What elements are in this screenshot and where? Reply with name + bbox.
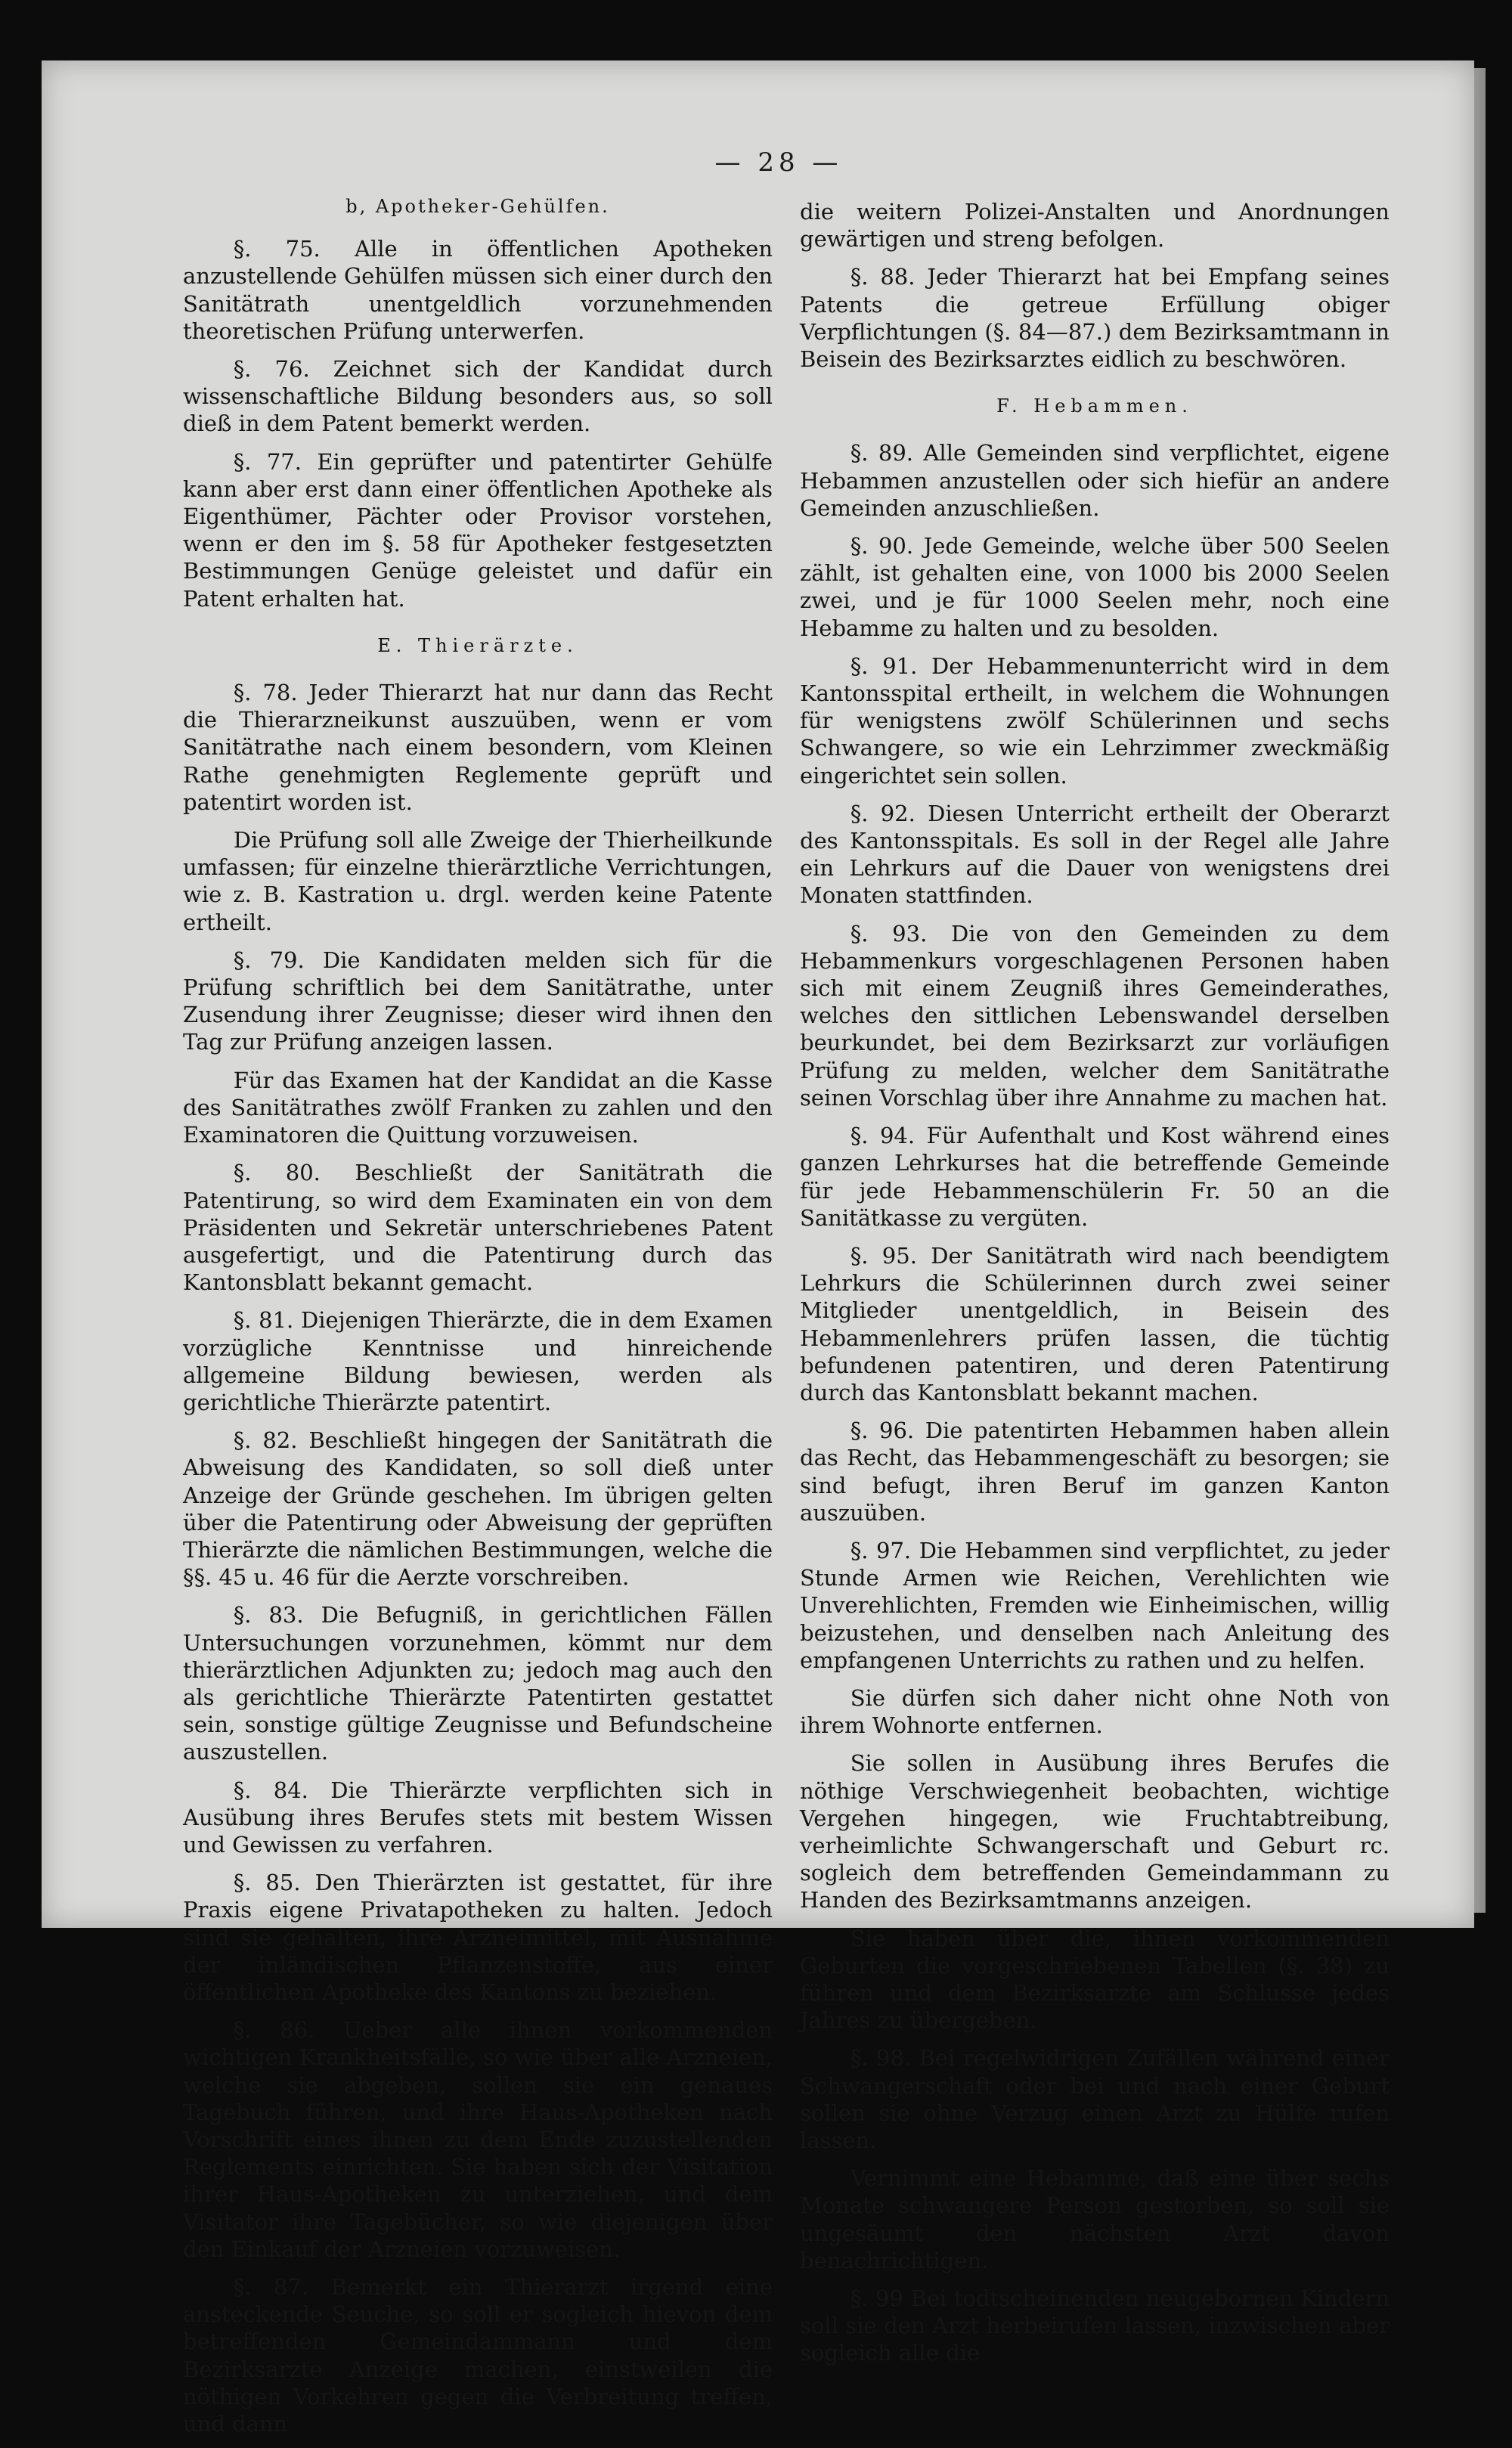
paragraph: §. 95. Der Sanitätrath wird nach beendigtem Lehrkurs die Schülerinnen durch zwei seiner Mitglieder unentgeldlich, in Beisein des Hebammenlehrers prüfen lassen, die tüchtig befundenen patentiren, und deren Patentirung durch das Kantonsblatt bekannt machen. xyxy=(800,1242,1390,1405)
paragraph: §. 78. Jeder Thierarzt hat nur dann das Recht die Thierarzneikunst auszuüben, wenn er vom Sanitätrathe nach einem besondern, vom Kleinen Rathe genehmigten Reglemente geprüft und patentirt worden ist. xyxy=(183,680,773,815)
left-column xyxy=(183,193,773,2448)
paragraph: Für das Examen hat der Kandidat an die Kasse des Sanitätrathes zwölf Franken zu zahlen und den Examinatoren die Quittung vorzuweisen. xyxy=(183,1067,773,1148)
paragraph: §. 83. Die Befugniß, in gerichtlichen Fällen Untersuchungen vorzunehmen, kömmt nur dem thierärztlichen Adjunkten zu; jedoch mag auch den als gerichtliche Thierärzte Patentirten gestattet sein, sonstige gültige Zeugnisse und Befundscheine auszustellen. xyxy=(183,1602,773,1765)
paragraph: Vernimmt eine Hebamme, daß eine über sechs Monate schwangere Person gestorben, so soll sie ungesäumt den nächsten Arzt davon benachrichtigen. xyxy=(800,2165,1390,2273)
continued-paragraph: die weitern Polizei-Anstalten und Anordnungen gewärtigen und streng befolgen. xyxy=(800,199,1390,253)
page-number: — 28 — xyxy=(714,147,843,178)
section-heading: b, Apotheker-Gehülfen. xyxy=(345,196,610,217)
paragraph: §. 82. Beschließt hingegen der Sanitätrath die Abweisung des Kandidaten, so soll dieß unter Anzeige der Gründe geschehen. Im übrigen gelten über die Patentirung oder Abweisung der geprüften Thierärzte die nämlichen Bestimmungen, welche die §§. 45 u. 46 für die Aerzte vorschreiben. xyxy=(183,1427,773,1591)
paragraph: §. 85. Den Thierärzten ist gestattet, für ihre Praxis eigene Privatapotheken zu halten. Jedoch sind sie gehalten, ihre Arzneimittel, mit Ausnahme der inländischen Pflanzenstoffe, aus einer öffentlichen Apotheke des Kantons zu beziehen. xyxy=(183,1870,773,2005)
paragraph: §. 91. Der Hebammenunterricht wird in dem Kantonsspital ertheilt, in welchem die Wohnungen für wenigstens zwölf Schülerinnen und sechs Schwangere, so wie ein Lehrzimmer zweckmäßig eingerichtet sein sollen. xyxy=(800,652,1390,789)
paragraph: §. 86. Ueber alle ihnen vorkommenden wichtigen Krankheitsfälle, so wie über alle Arzneien, welche sie abgeben, sollen sie ein genaues Tagebuch führen, und ihre Haus-Apotheken nach Vorschrift eines ihnen zu dem Ende zuzustellenden Reglements einrichten. Sie haben sich der Visitation ihrer Haus-Apotheken zu unterziehen, und dem Visitator ihre Tagebücher, so wie diejenigen über den Einkauf der Arzneien vorzuweisen. xyxy=(183,2017,773,2262)
paragraph: §. 94. Für Aufenthalt und Kost während eines ganzen Lehrkurses hat die betreffende Gemeinde für jede Hebammenschülerin Fr. 50 an die Sanitätkasse zu vergüten. xyxy=(800,1123,1390,1231)
paragraph: §. 77. Ein geprüfter und patentirter Gehülfe kann aber erst dann einer öffentlichen Apotheke als Eigenthümer, Pächter oder Provisor vorstehen, wenn er den im §. 58 für Apotheker festgesetzten Bestimmungen Genüge geleistet und dafür ein Patent erhalten hat. xyxy=(183,448,773,612)
paragraph: §. 99 Bei todtscheinenden neugebornen Kindern soll sie den Arzt herbeirufen lassen, inzwischen aber sogleich alle die xyxy=(800,2285,1390,2366)
paragraph: §. 81. Diejenigen Thierärzte, die in dem Examen vorzügliche Kenntnisse und hinreichende allgemeine Bildung bewiesen, werden als gerichtliche Thierärzte patentirt. xyxy=(183,1307,773,1415)
paragraph: §. 96. Die patentirten Hebammen haben allein das Recht, das Hebammengeschäft zu besorgen; sie sind befugt, ihren Beruf im ganzen Kanton auszuüben. xyxy=(800,1418,1390,1526)
paragraph: Die Prüfung soll alle Zweige der Thierheilkunde umfassen; für einzelne thierärztliche Verrichtungen, wie z. B. Kastration u. drgl. werden keine Patente ertheilt. xyxy=(183,827,773,935)
paragraph: §. 97. Die Hebammen sind verpflichtet, zu jeder Stunde Armen wie Reichen, Verehlichten wie Unverehlichten, Fremden wie Einheimischen, willig beizustehen, und denselben nach Anleitung des empfangenen Unterrichts zu rathen und zu helfen. xyxy=(800,1537,1390,1673)
paragraph: §. 76. Zeichnet sich der Kandidat durch wissenschaftliche Bildung besonders aus, so soll dieß in dem Patent bemerkt werden. xyxy=(183,356,773,437)
paragraph: §. 80. Beschließt der Sanitätrath die Patentirung, so wird dem Examinaten ein von dem Präsidenten und Sekretär unterschriebenes Patent ausgefertigt, und die Patentirung durch das Kantonsblatt bekannt gemacht. xyxy=(183,1160,773,1296)
paragraph: §. 89. Alle Gemeinden sind verpflichtet, eigene Hebammen anzustellen oder sich hiefür an andere Gemeinden anzuschließen. xyxy=(800,440,1390,521)
paragraph: Sie sollen in Ausübung ihres Berufes die nöthige Verschwiegenheit beobachten, wichtige Vergehen hingegen, wie Fruchtabtreibung, verheimlichte Schwangerschaft und Geburt rc. sogleich dem betreffenden Gemeindammann zu Handen des Bezirksamtmanns anzeigen. xyxy=(800,1750,1390,1913)
paragraph: §. 79. Die Kandidaten melden sich für die Prüfung schriftlich bei dem Sanitätrathe, unter Zusendung ihrer Zeugnisse; dieser wird ihnen den Tag zur Prüfung anzeigen lassen. xyxy=(183,947,773,1055)
right-column xyxy=(800,198,1390,2378)
paragraph: §. 92. Diesen Unterricht ertheilt der Oberarzt des Kantonsspitals. Es soll in der Regel alle Jahre ein Lehrkurs auf die Dauer von wenigstens drei Monaten stattfinden. xyxy=(800,800,1390,909)
paragraph: §. 98. Bei regelwidrigen Zufällen während einer Schwangerschaft oder bei und nach einer Geburt sollen sie ohne Verzug einen Arzt zu Hülfe rufen lassen. xyxy=(800,2045,1390,2153)
paragraph: Sie haben über die, ihnen vorkommenden Geburten die vorgeschriebenen Tabellen (§. 38) zu führen und dem Bezirksarzte am Schlusse jedes Jahres zu übergeben. xyxy=(800,1925,1390,2034)
section-heading: E. Thierärzte. xyxy=(377,634,578,656)
section-heading: F. Hebammen. xyxy=(996,395,1193,417)
paragraph: §. 87. Bemerkt ein Thierarzt irgend eine ansteckende Seuche, so soll er sogleich hievon dem betreffenden Gemeindammann und dem Bezirksarzte Anzeige machen, einstweilen die nöthigen Vorkehren gegen die Verbreitung treffen, und dann xyxy=(183,2274,773,2437)
paragraph: §. 84. Die Thierärzte verpflichten sich in Ausübung ihres Berufes stets mit bestem Wissen und Gewissen zu verfahren. xyxy=(183,1777,773,1858)
paragraph: Sie dürfen sich daher nicht ohne Noth von ihrem Wohnorte entfernen. xyxy=(800,1684,1390,1739)
paragraph: §. 75. Alle in öffentlichen Apotheken anzustellende Gehülfen müssen sich einer durch den Sanitätrath unentgeldlich vorzunehmenden theoretischen Prüfung unterwerfen. xyxy=(183,236,773,344)
paragraph: §. 90. Jede Gemeinde, welche über 500 Seelen zählt, ist gehalten eine, von 1000 bis 2000 Seelen zwei, und je für 1000 Seelen mehr, noch eine Hebamme zu halten und zu besolden. xyxy=(800,533,1390,641)
paragraph: §. 93. Die von den Gemeinden zu dem Hebammenkurs vorgeschlagenen Personen haben sich mit einem Zeugniß ihres Gemeinderathes, welches den sittlichen Lebenswandel derselben beurkundet, bei dem Bezirksarzt zur vorläufigen Prüfung zu melden, welcher dem Sanitätrathe seinen Vorschlag über ihre Annahme zu machen hat. xyxy=(800,920,1390,1111)
paragraph: §. 88. Jeder Thierarzt hat bei Empfang seines Patents die getreue Erfüllung obiger Verpflichtungen (§. 84—87.) dem Bezirksamtmann in Beisein des Bezirksarztes eidlich zu beschwören. xyxy=(800,264,1390,373)
